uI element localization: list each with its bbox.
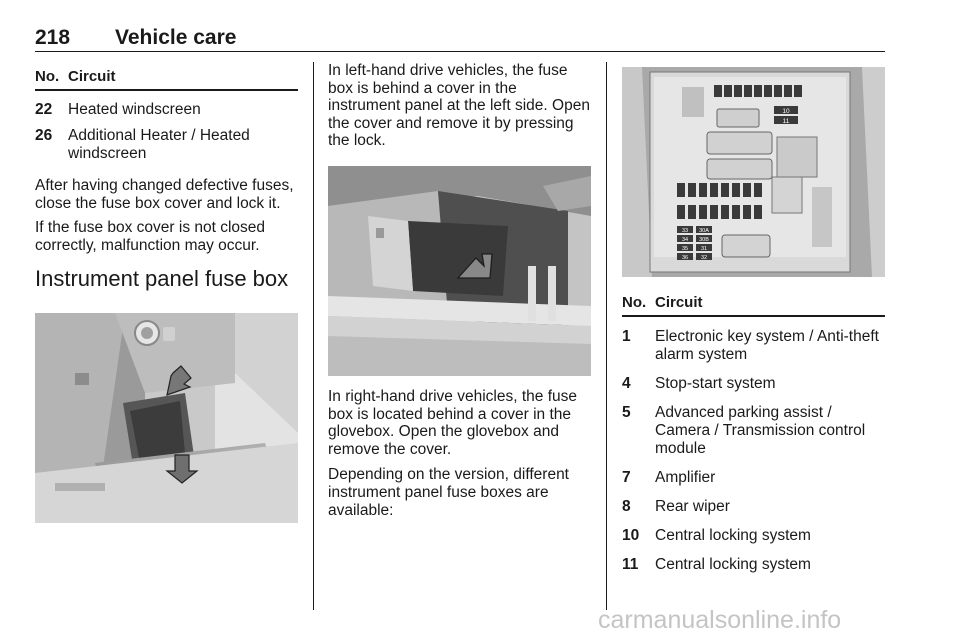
table-row	[622, 364, 885, 393]
fuse-number: 10	[622, 527, 640, 544]
fuse-label-30a: 30A	[699, 228, 709, 234]
section-title: Vehicle care	[115, 26, 237, 49]
fuse-number: 22	[35, 101, 53, 118]
fuse-label-30b: 30B	[699, 237, 709, 243]
circuit-name: Central locking system	[655, 556, 811, 573]
header-circuit: Circuit	[655, 294, 703, 311]
header-no: No.	[35, 68, 60, 85]
fuse-number: 7	[622, 469, 631, 486]
column-2-lower	[328, 388, 593, 519]
fuse-number: 11	[622, 556, 639, 573]
circuit-table-header	[35, 62, 298, 91]
column-divider-1	[313, 62, 314, 610]
fuse-number: 5	[622, 404, 631, 421]
circuit-name: Advanced parking assist / Camera / Transmission control module	[655, 404, 866, 457]
header-rule	[35, 51, 885, 52]
paragraph: If the fuse box cover is not closed correctly, malfunction may occur.	[35, 219, 266, 254]
header-circuit: Circuit	[68, 68, 116, 85]
fuse-label-35: 35	[681, 246, 689, 252]
circuit-name: Central locking system	[655, 527, 811, 544]
fuse-number: 8	[622, 498, 631, 515]
table-row	[35, 119, 298, 163]
section-heading: Instrument panel fuse box	[35, 266, 289, 292]
circuit-name: Amplifier	[655, 469, 716, 486]
circuit-name: Electronic key system / Anti-theft alarm system	[655, 328, 879, 363]
column-2	[328, 62, 593, 150]
fuse-label-11: 11	[782, 118, 790, 125]
table-row	[622, 317, 885, 364]
circuit-name: Rear wiper	[655, 498, 730, 515]
fuse-number: 1	[622, 328, 631, 345]
page-header	[35, 24, 885, 50]
table-row	[622, 487, 885, 516]
paragraph: After having changed defective fuses, close the fuse box cover and lock it.	[35, 177, 294, 212]
column-3-table	[622, 288, 885, 574]
table-row	[35, 91, 298, 119]
glovebox-photo	[328, 166, 591, 376]
page-number: 218	[35, 26, 71, 49]
paragraph: In left-hand drive vehicles, the fuse box is behind a cover in the instrument panel at the left side. Open the cover and remove it by pressing the lock.	[328, 62, 590, 150]
circuit-name: Heated windscreen	[68, 101, 201, 118]
paragraph: Depending on the version, different instrument panel fuse boxes are available:	[328, 466, 569, 519]
fuse-number: 26	[35, 127, 53, 144]
fuse-label-10: 10	[782, 108, 790, 115]
column-divider-2	[606, 62, 607, 610]
fuse-label-33: 33	[681, 228, 689, 234]
table-row	[622, 516, 885, 545]
panel-cover-photo	[35, 313, 298, 523]
table-row	[622, 393, 885, 458]
fuse-label-34: 34	[681, 237, 689, 243]
circuit-table-header	[622, 288, 885, 317]
table-row	[622, 458, 885, 487]
table-row	[622, 545, 885, 574]
fuse-number: 4	[622, 375, 631, 392]
fuse-label-32: 32	[700, 255, 708, 261]
paragraph: In right-hand drive vehicles, the fuse box is located behind a cover in the glovebox. Open the glovebox and remove the cover.	[328, 388, 577, 458]
circuit-name: Additional Heater / Heated windscreen	[68, 127, 250, 162]
column-1	[35, 62, 298, 292]
fuse-label-36: 36	[681, 255, 689, 261]
circuit-name: Stop-start system	[655, 375, 776, 392]
fuse-label-31: 31	[700, 246, 708, 252]
fuse-box-photo	[622, 67, 885, 277]
watermark: carmanualsonline.info	[598, 606, 842, 634]
header-no: No.	[622, 294, 647, 311]
